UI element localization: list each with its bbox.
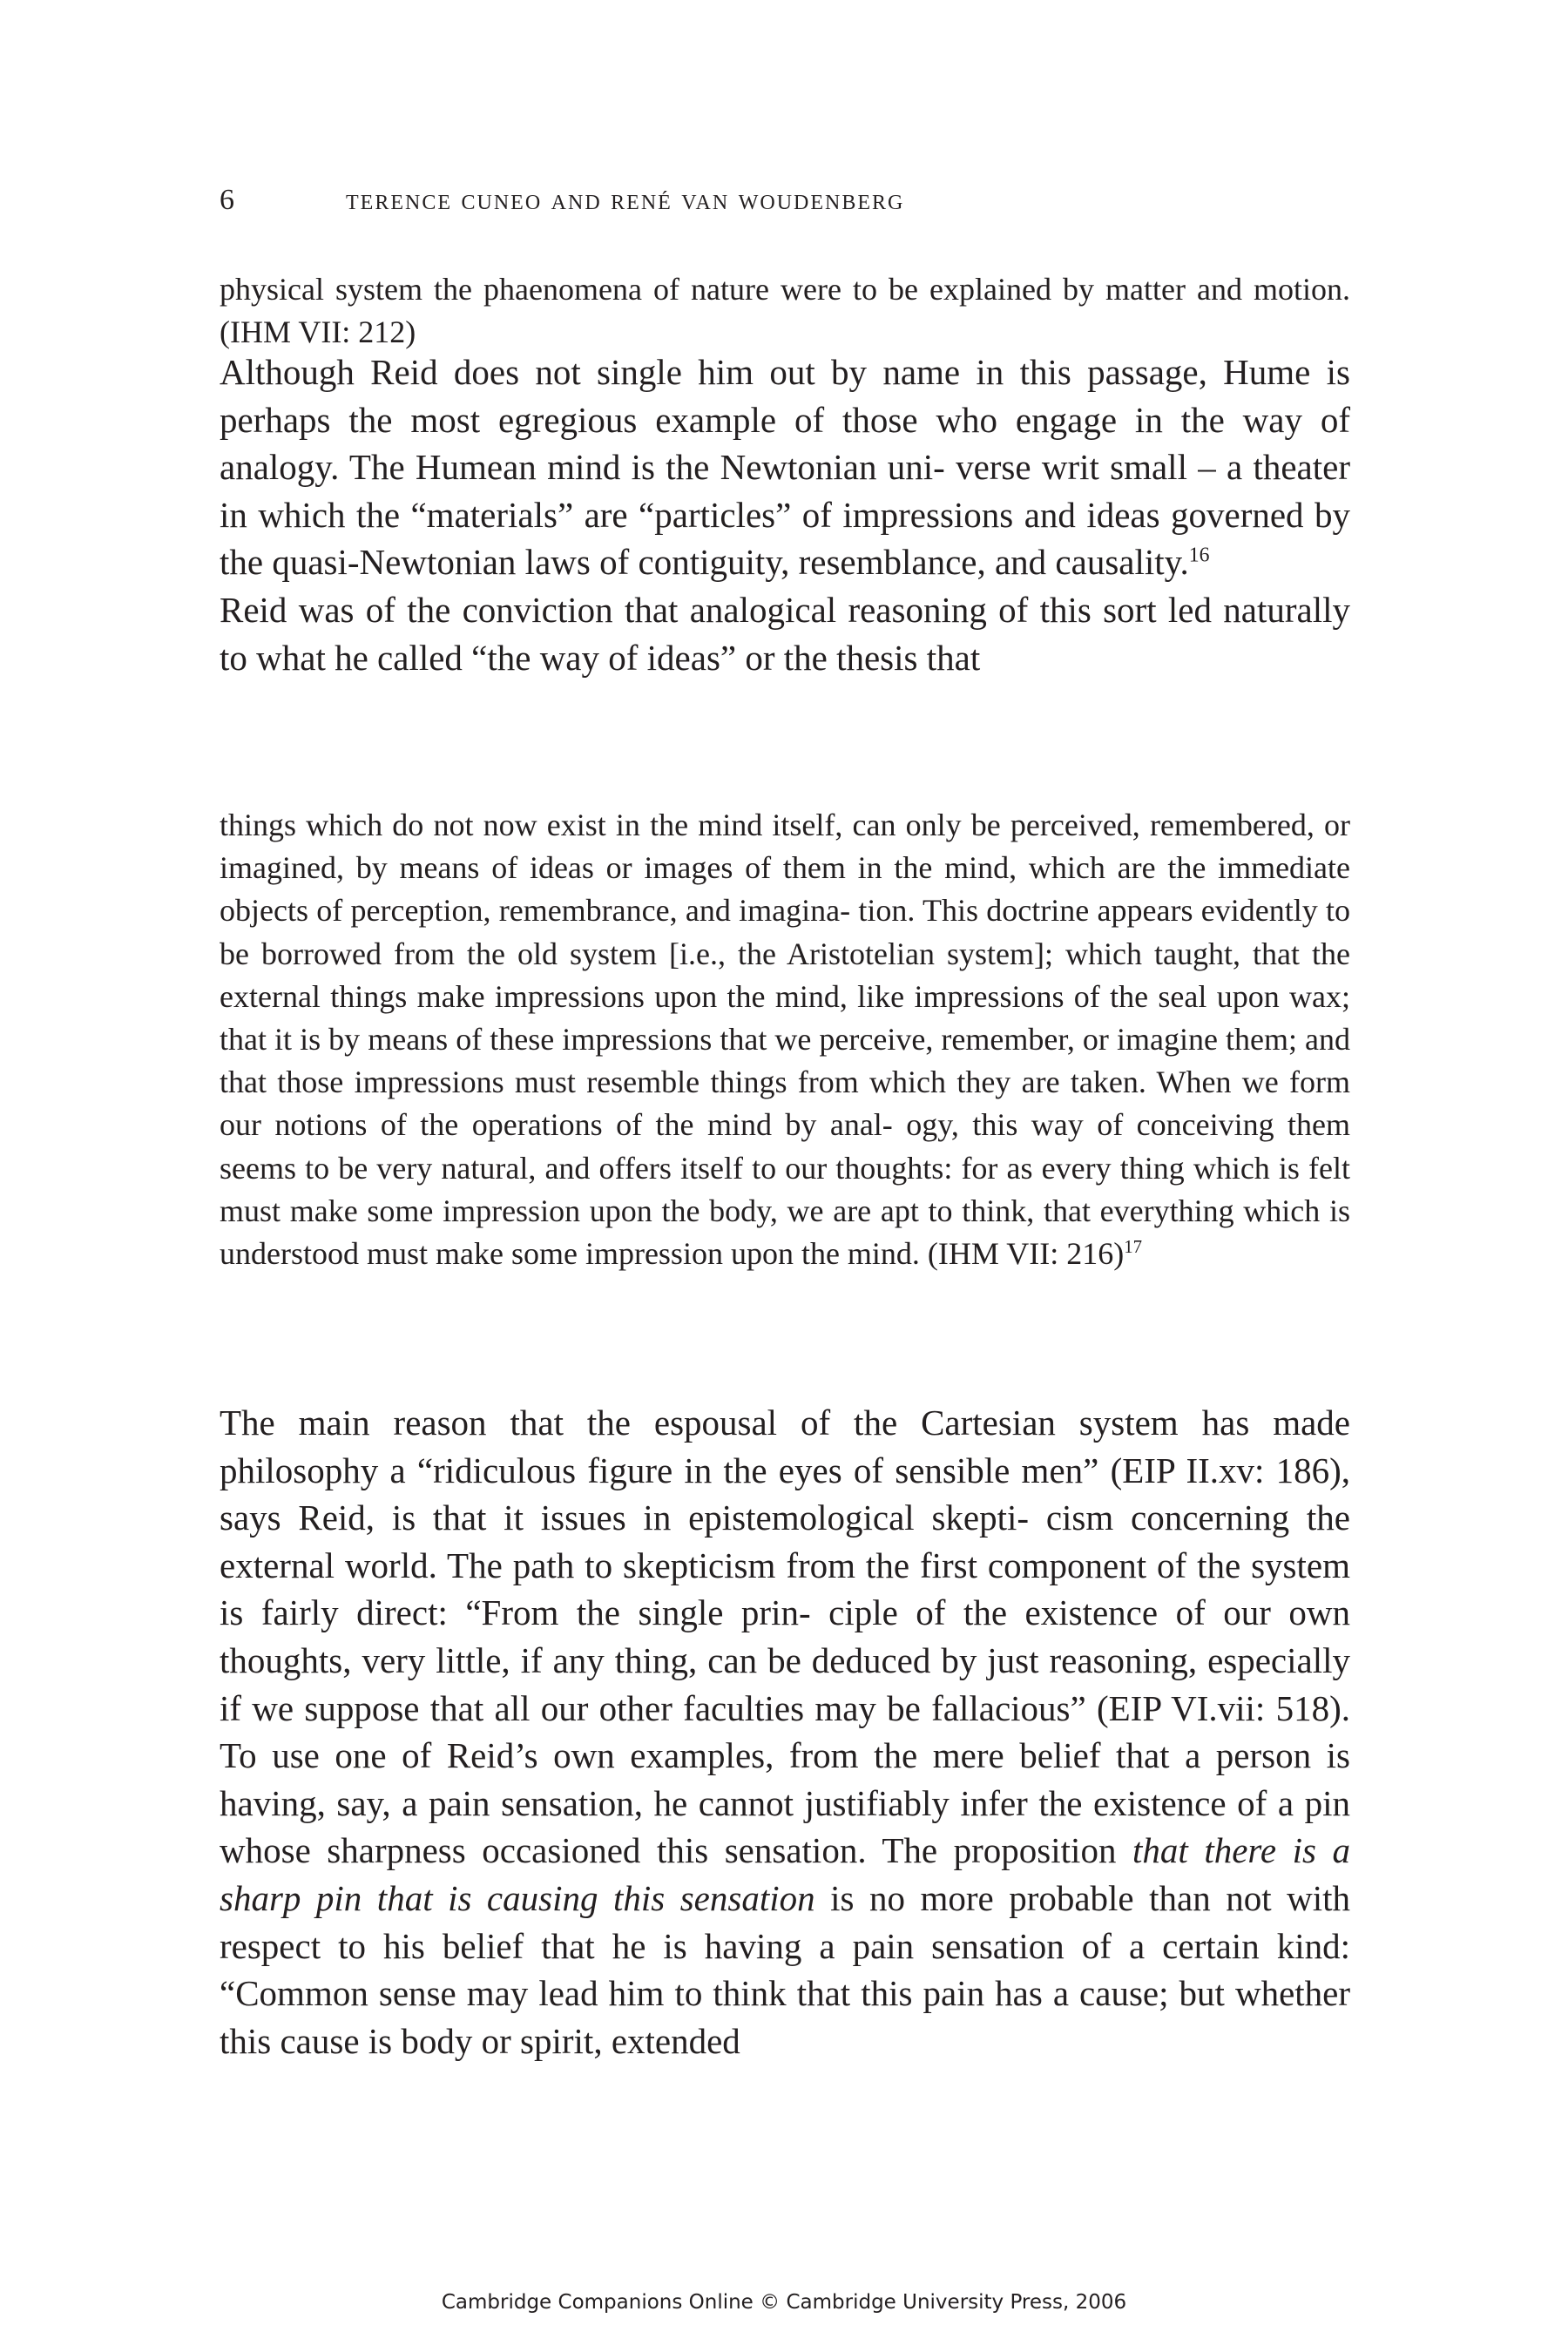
block-quote-continued [220,268,1350,353]
text-line: is by means of these impressions that we perceive, remember, or imagine [300,1022,1218,1058]
text-line: Although Reid does not single him out by name in this passage, [220,352,1207,392]
text-line: Reid’s own examples, from the mere belief that a person is having, [220,1735,1350,1823]
text-line: of impressions and ideas governed by the quasi-Newtonian laws of [220,494,1350,583]
text-line: than not with respect to his belief that he is having a pain sensation [220,1877,1351,1966]
text-line-content: is no more probable [814,1877,1134,1918]
footnote-marker: 17 [1124,1236,1143,1258]
paragraph [220,1399,1350,2065]
running-head-authors: terence cuneo and rené van woudenberg [346,184,905,216]
page-number: 6 [220,184,234,216]
text-line: ogy, this way of conceiving them seems to be very natural, and offers itself to [220,1107,1351,1186]
text-line: made philosophy a “ridiculous figure in the eyes of sensible men” [220,1402,1350,1490]
text-line: pain has a cause; but whether this cause is body or spirit, extended [220,1973,1351,2061]
text-line: cism concerning the external world. The path to skepticism from the [220,1497,1351,1585]
text-line: and motion. (IHM VII: 212) [220,272,1350,349]
text-line-content: pin whose sharpness occasioned this sensation. The proposition [220,1782,1350,1871]
body-text-bottom [220,1399,1350,2065]
text-line: are taken. When we form our notions of the operations of the mind by anal- [220,1064,1351,1143]
text-line: our thoughts: for as every thing which is felt must make some impression [220,1150,1351,1228]
text-line [639,542,1210,582]
text-line: led naturally to what he called “the way of ideas” or the thesis that [220,589,1351,678]
text-line: physical system the phaenomena of nature were to be explained by matter [220,272,1186,307]
text-line: our other faculties may be fallacious” (EIP VI.vii: 518). To use one of [220,1687,1350,1776]
text-line: things which do not now exist in the mind itself, can only be perceived, [220,808,1140,842]
text-line: (EIP II.xv: 186), says Reid, is that it issues in epistemological skepti- [220,1450,1351,1538]
copyright-footer: Cambridge Companions Online © Cambridge University Press, 2006 [441,2291,1127,2314]
body-text-top [220,348,1350,681]
italic-text: that [1132,1830,1188,1871]
italic-text: there is a sharp pin that is causing this sensation [220,1830,1350,1918]
text-line: ciple of the existence of our own thoughts, very little, if any thing, [220,1592,1350,1680]
paragraph [220,348,1350,586]
text-line: [i.e., the Aristotelian system]; which taught, that the external things make [220,936,1351,1014]
text-line: impressions upon the mind, like impressions of the seal upon wax; that it [220,978,1351,1058]
text-line: which are the immediate objects of perception, remembrance, and imagina- [220,850,1351,929]
text-line: remembered, or imagined, by means of ideas or images of them in the mind, [220,808,1351,886]
text-line: first component of the system is fairly direct: “From the single prin- [220,1544,1350,1633]
text-line: say, a pain sensation, he cannot justifiably infer the existence of a [336,1782,1294,1823]
text-line: them; and that those impressions must resemble things from which they [220,1022,1351,1100]
block-quote [220,804,1350,1275]
text-line [367,1236,1142,1271]
text-line-content: contiguity, resemblance, and causality. [638,542,1189,583]
footnote-marker: 16 [1188,544,1210,567]
text-line: verse writ small – a theater in which the “materials” are “particles” [220,447,1350,535]
text-line: tion. This doctrine appears evidently to be borrowed from the old system [220,893,1350,971]
text-line-content: must make some impression upon the mind. (IHM VII: 216) [366,1236,1125,1272]
text-line: Reid was of the conviction that analogical reasoning of this sort [220,589,1157,630]
text-line: upon the body, we are apt to think, that everything which is understood [220,1193,1350,1272]
text-line: of a certain kind: “Common sense may lead him to think that this [220,1925,1350,2014]
text-line: The main reason that the espousal of the Cartesian system has [220,1402,1250,1443]
text-line: in the way of analogy. The Humean mind is the Newtonian uni- [220,399,1350,488]
text-line: Hume is perhaps the most egregious example of those who engage [220,352,1351,440]
text-line: can be deduced by just reasoning, especially if we suppose that all [220,1639,1350,1728]
running-head [220,179,1352,222]
paragraph [220,586,1350,681]
